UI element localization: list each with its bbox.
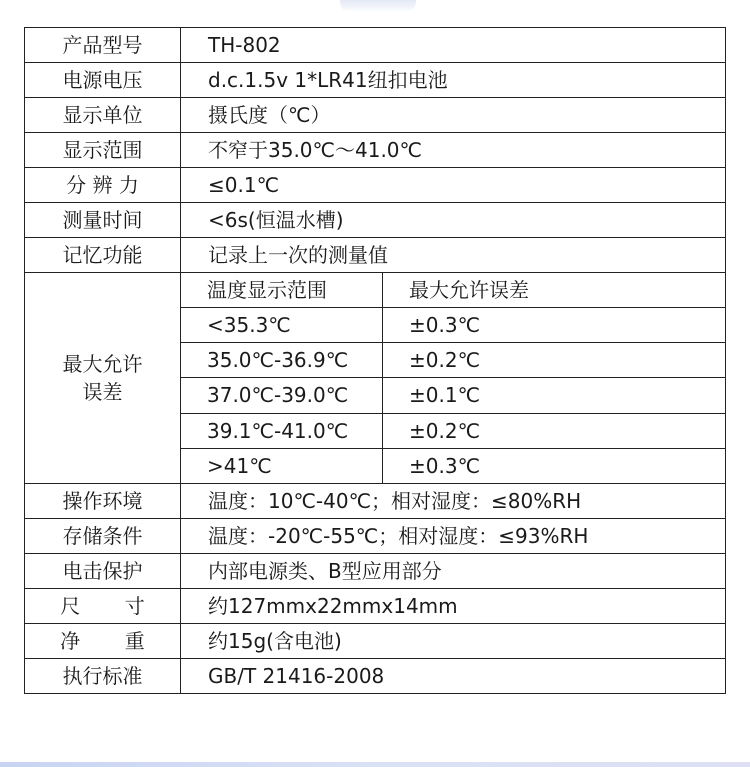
- spec-table: [24, 27, 726, 694]
- table-row: [25, 483, 726, 518]
- row-label: 记忆功能: [25, 238, 181, 273]
- table-row: [25, 98, 726, 133]
- row-label: 测量时间: [25, 203, 181, 238]
- row-value: TH-802: [181, 28, 726, 63]
- row-value: 温度：10℃-40℃；相对湿度：≤80%RH: [181, 483, 726, 518]
- error-value: ±0.3℃: [383, 308, 726, 343]
- row-value: 内部电源类、B型应用部分: [181, 553, 726, 588]
- table-row: [25, 28, 726, 63]
- row-value: 约127mmx22mmx14mm: [181, 588, 726, 623]
- row-value: 约15g(含电池): [181, 623, 726, 658]
- row-value: 不窄于35.0℃～41.0℃: [181, 133, 726, 168]
- row-label: 分 辨 力: [25, 168, 181, 203]
- table-row: [25, 623, 726, 658]
- error-value: ±0.2℃: [383, 413, 726, 448]
- error-header-row: [25, 273, 726, 308]
- error-value: ±0.2℃: [383, 343, 726, 378]
- row-label: 存储条件: [25, 518, 181, 553]
- row-value: <6s(恒温水槽): [181, 203, 726, 238]
- error-range: 39.1℃-41.0℃: [181, 413, 383, 448]
- device-image-fragment: [340, 0, 416, 12]
- table-row: [25, 238, 726, 273]
- max-error-label: [25, 273, 181, 483]
- error-range: 35.0℃-36.9℃: [181, 343, 383, 378]
- error-value: ±0.1℃: [383, 378, 726, 413]
- table-row: [25, 133, 726, 168]
- max-error-label-line1: 最大允许: [62, 351, 143, 376]
- row-label: 显示单位: [25, 98, 181, 133]
- error-header-error: 最大允许误差: [383, 273, 726, 308]
- row-value: 摄氏度（℃）: [181, 98, 726, 133]
- table-row: [25, 168, 726, 203]
- row-label: 显示范围: [25, 133, 181, 168]
- row-label: 操作环境: [25, 483, 181, 518]
- error-value: ±0.3℃: [383, 448, 726, 483]
- table-row: [25, 203, 726, 238]
- table-row: [25, 658, 726, 693]
- row-value: 记录上一次的测量值: [181, 238, 726, 273]
- table-row: [25, 553, 726, 588]
- row-label: 电击保护: [25, 553, 181, 588]
- table-row: [25, 518, 726, 553]
- error-header-range: 温度显示范围: [181, 273, 383, 308]
- max-error-label-line2: 误差: [82, 379, 123, 404]
- row-label: 产品型号: [25, 28, 181, 63]
- row-label: 电源电压: [25, 63, 181, 98]
- error-range: 37.0℃-39.0℃: [181, 378, 383, 413]
- row-value: ≤0.1℃: [181, 168, 726, 203]
- table-row: [25, 588, 726, 623]
- row-label: 净 重: [25, 623, 181, 658]
- error-range: <35.3℃: [181, 308, 383, 343]
- row-value: d.c.1.5v 1*LR41纽扣电池: [181, 63, 726, 98]
- row-value: 温度：-20℃-55℃；相对湿度：≤93%RH: [181, 518, 726, 553]
- row-label: 执行标准: [25, 658, 181, 693]
- row-label: 尺 寸: [25, 588, 181, 623]
- error-range: >41℃: [181, 448, 383, 483]
- row-value: GB/T 21416-2008: [181, 658, 726, 693]
- table-row: [25, 63, 726, 98]
- bottom-gradient-bar: [0, 762, 750, 767]
